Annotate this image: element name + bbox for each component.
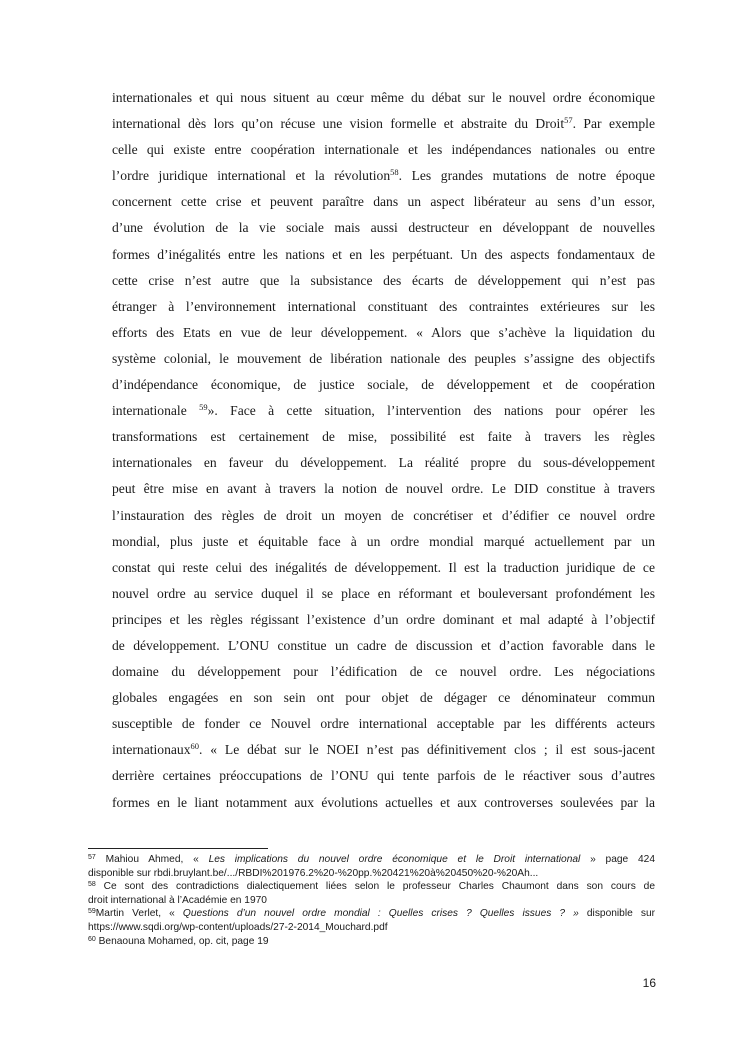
footnote-ref: 60 [190, 741, 200, 752]
text-line: cette crise n’est autre que la subsistance des écarts de développement qui n’est pas [112, 272, 655, 288]
footnote-59-link: https://www.sqdi.org/wp-content/uploads/27-2-2014_Mouchard.pdf [88, 921, 388, 933]
footnote-number: 58 [88, 881, 96, 889]
text-line: nouvel ordre au service duquel il se place en réformant et bouleversant profondément les [112, 585, 655, 601]
text-line: globales engagées en son sein ont pour objet de dégager ce dénominateur commun [112, 690, 655, 706]
text-line: d’indépendance économique, de justice sociale, de développement et de coopération [112, 377, 655, 393]
footnote-58-cont: droit international à l’Académie en 1970 [88, 894, 267, 906]
footnote-title: Questions d’un nouvel ordre mondial : Quelles crises ? Quelles issues ? » [182, 908, 579, 920]
text-line: constat qui reste celui des inégalités de développement. Il est la traduction juridique de ce [112, 559, 655, 575]
text-line: système colonial, le mouvement de libération nationale des peuples s’assigne des objectifs [112, 350, 655, 366]
text-line: internationaux$^{60}$. « Le débat sur le NOEI n’est pas définitivement clos ; il est sous-jacent [112, 741, 655, 758]
body-text [112, 85, 655, 816]
text-line: principes et les règles régissant l’existence d’un ordre dominant et mal adapté à l’objectif [112, 611, 655, 627]
footnote-57: $^{57}$ Mahiou Ahmed, « Les implications du nouvel ordre économique et le Droit international » page 424 [88, 854, 655, 865]
text-line: international dès lors qu’on récuse une vision formelle et abstraite du Droit$^{57}$. Par exemple [112, 115, 655, 132]
text-line: efforts des Etats en vue de leur développement. « Alors que s’achève la liquidation du [112, 324, 655, 340]
footnotes [88, 853, 655, 948]
text-line: l’ordre juridique international et la révolution$^{58}$. Les grandes mutations de notre époque [112, 167, 655, 184]
text-line: celle qui existe entre coopération internationale et les indépendances nationales ou entre [112, 142, 655, 158]
text-line: domaine du développement pour l’édification de ce nouvel ordre. Les négociations [112, 664, 655, 680]
text-line: internationale $^{59}$». Face à cette situation, l’intervention des nations pour opérer les [112, 402, 655, 419]
text-line: étranger à l’environnement international constituant des contraintes extérieures sur les [112, 298, 655, 314]
footnote-59: $^{59}$Martin Verlet, « Questions d’un nouvel ordre mondial : Quelles crises ? Quelles issues ? » disponible sur [88, 908, 655, 920]
page-number: 16 [642, 976, 656, 990]
text-line: transformations est certainement de mise, possibilité est faite à travers les règles [112, 429, 655, 445]
text-line: internationales en faveur du développement. La réalité propre du sous-développement [112, 455, 655, 471]
text-line: formes d’inégalités entre les nations et en les perpétuant. Un des aspects fondamentaux de [112, 246, 655, 262]
footnote-number: 57 [88, 854, 96, 861]
footnote-ref: 57 [564, 115, 573, 126]
text-line: concernent cette crise et peuvent paraître dans un aspect libérateur au sens d’un essor, [112, 194, 655, 210]
footnote-ref: 58 [390, 167, 399, 178]
footnote-ref: 59 [199, 402, 208, 413]
text-line: d’une évolution de la vie sociale mais aussi destructeur en développant de nouvelles [112, 220, 655, 236]
footnote-60: $^{60}$ Benaouna Mohamed, op. cit, page 19 [88, 935, 269, 947]
text-line: mondial, plus juste et équitable face à un ordre mondial marqué actuellement par un [112, 533, 655, 549]
text-line: derrière certaines préoccupations de l’ONU qui tente parfois de le réactiver sous d’autres [112, 768, 655, 784]
footnote-58: $^{58}$ Ce sont des contradictions dialectiquement liées selon le professeur Charles Chaumont dans son cours de [88, 881, 655, 893]
footnote-57-link: disponible sur rbdi.bruylant.be/.../RBDI%201976.2%20-%20pp.%20421%20à%20450%20-%20Ah... [88, 867, 539, 879]
footnote-number: 59 [88, 908, 96, 916]
text-line: l’instauration des règles de droit un moyen de concrétiser et d’édifier ce nouvel ordre [112, 507, 655, 523]
text-line: de développement. L’ONU constitue un cadre de discussion et d’action favorable dans le [112, 637, 655, 653]
text-line: internationales et qui nous situent au cœur même du débat sur le nouvel ordre économique [112, 90, 655, 105]
footnote-separator [88, 848, 268, 849]
text-line: susceptible de fonder ce Nouvel ordre international acceptable par les différents acteurs [112, 716, 655, 732]
text-line: peut être mise en avant à travers la notion de nouvel ordre. Le DID constitue à travers [112, 481, 655, 497]
footnote-number: 60 [88, 935, 96, 943]
text-line: formes en le liant notamment aux évolutions actuelles et aux controverses soulevées par la [112, 794, 655, 810]
footnote-title: Les implications du nouvel ordre économique et le Droit international [208, 854, 581, 865]
